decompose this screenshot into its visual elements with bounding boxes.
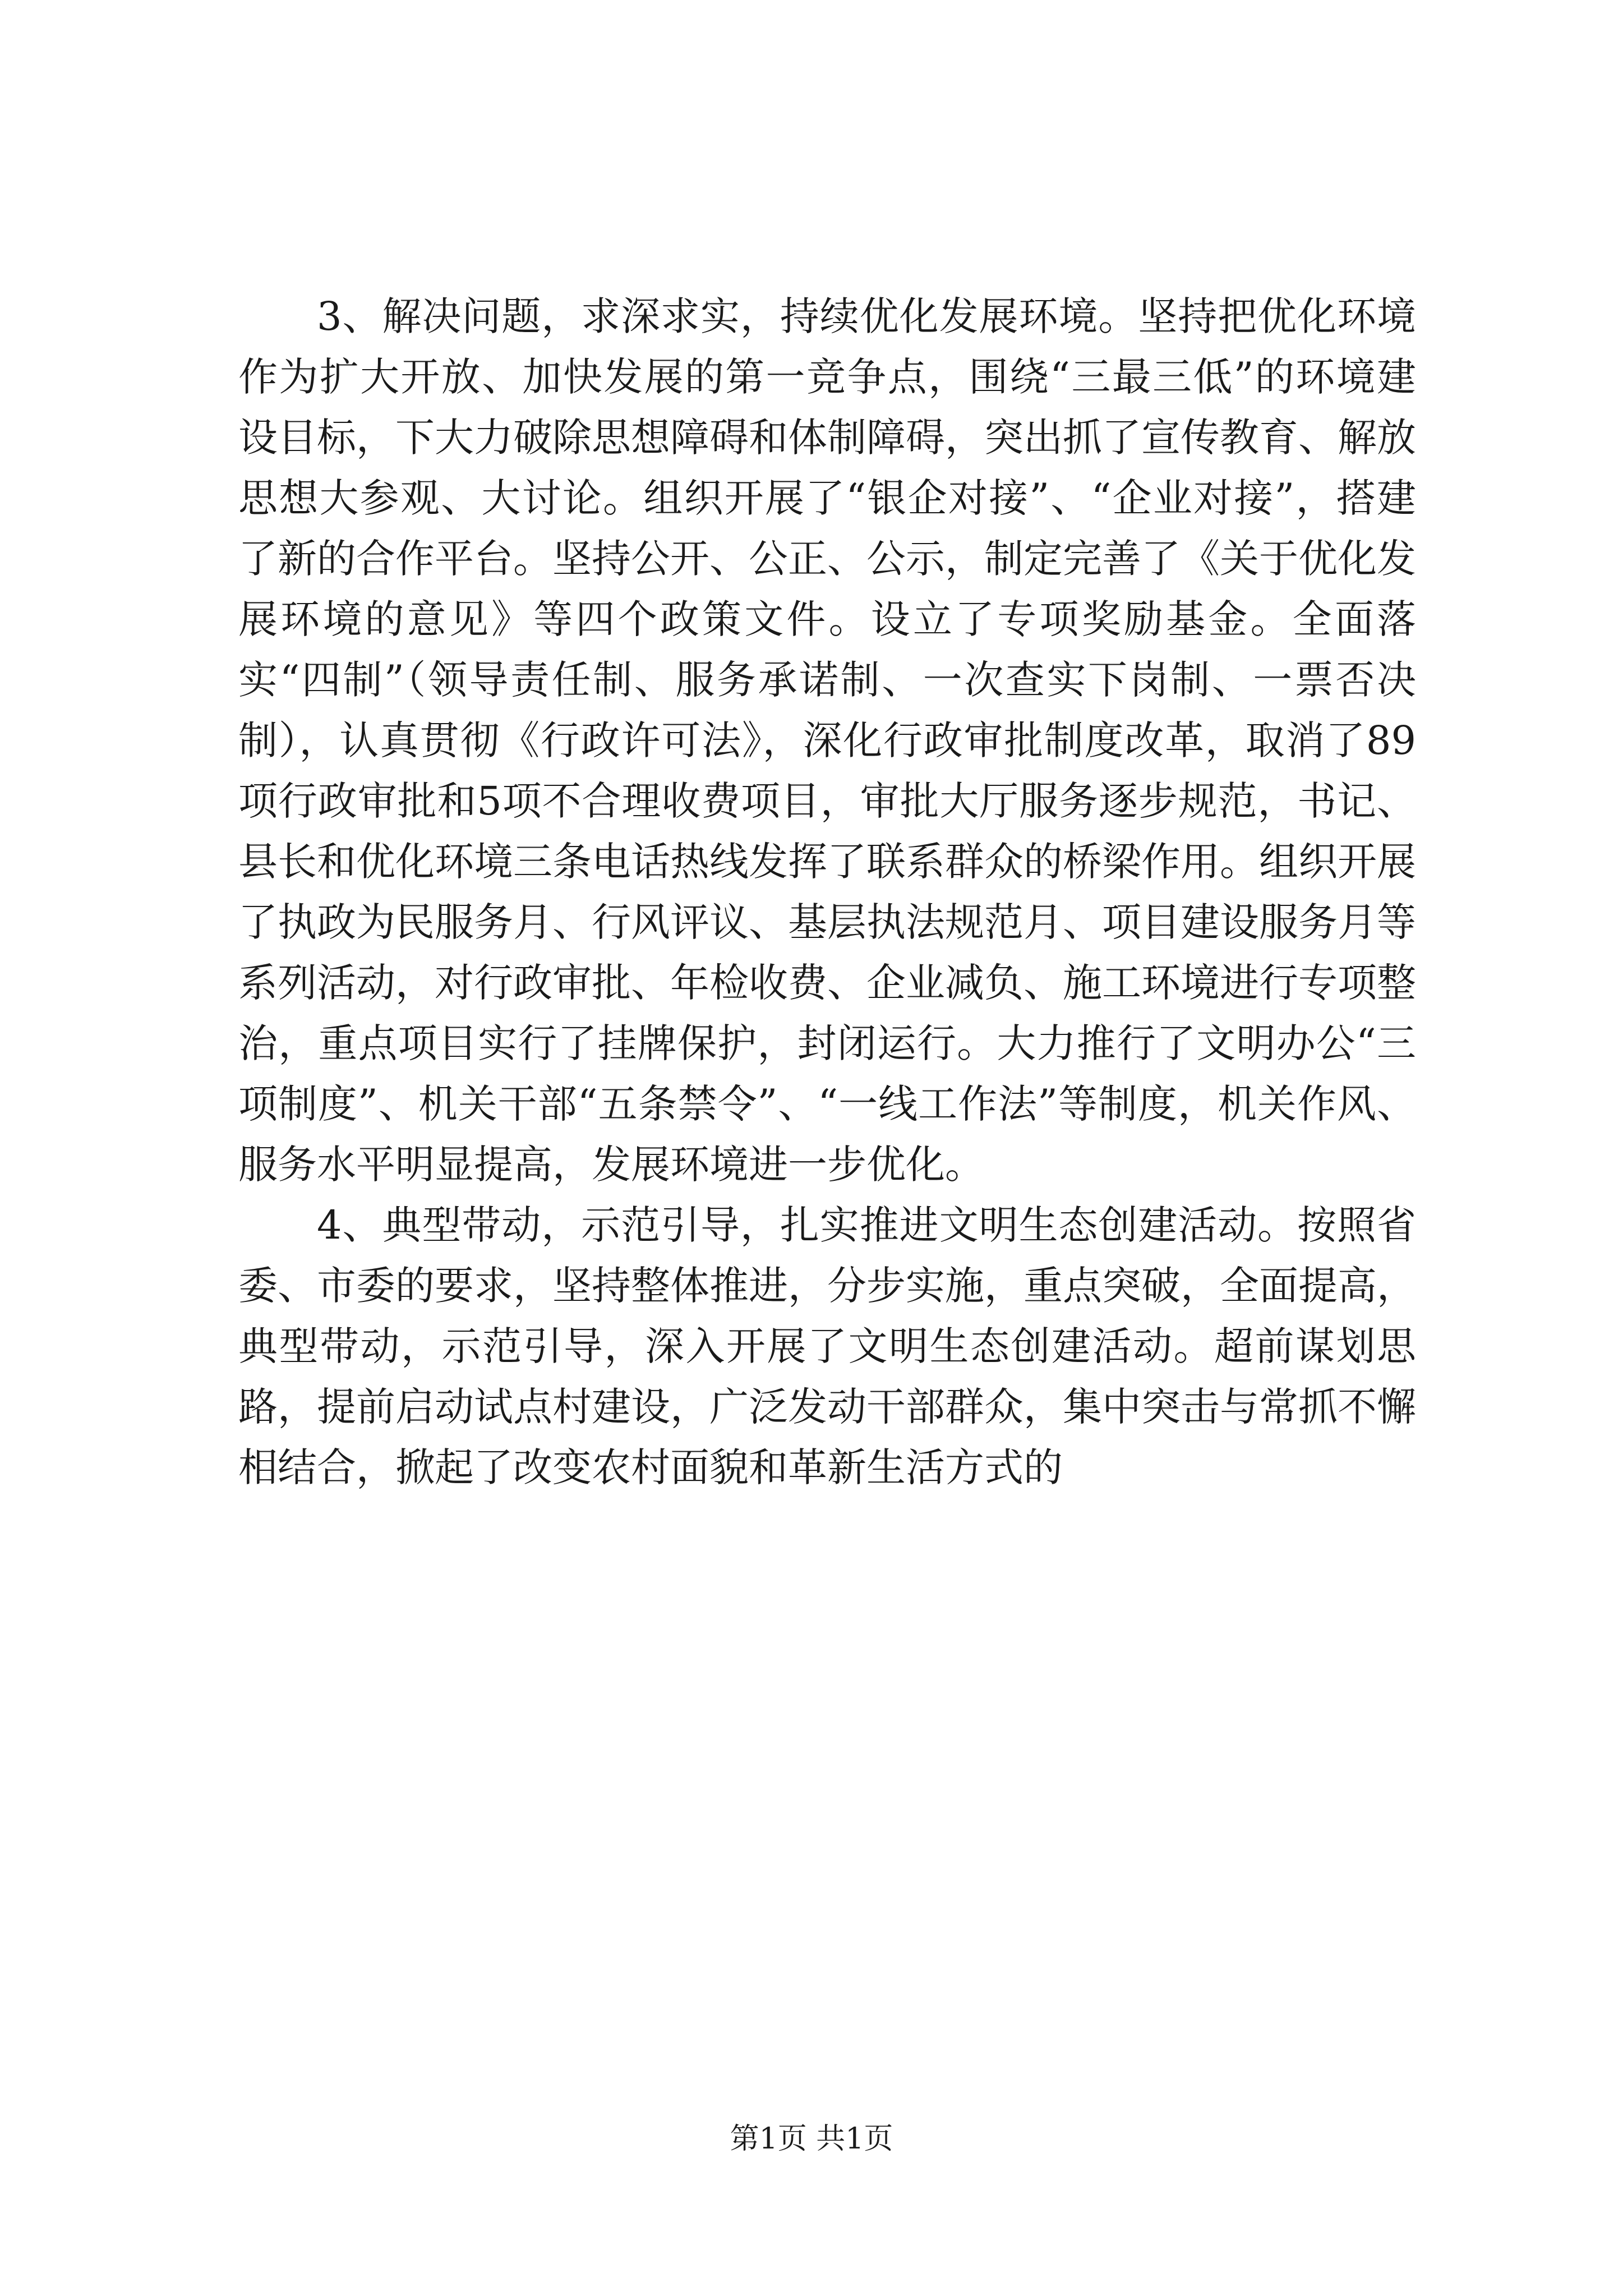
paragraph-3: 3、解决问题，求深求实，持续优化发展环境。坚持把优化环境作为扩大开放、加快发展的第一竞争点，围绕“三最三低”的环境建设目标，下大力破除思想障碍和体制障碍，突出抓了宣传教育、解放思想大参观、大讨论。组织开展了“银企对接”、“企业对接”，搭建了新的合作平台。坚持公开、公正、公示，制定完善了《关于优化发展环境的意见》等四个政策文件。设立了专项奖励基金。全面落实“四制”（领导责任制、服务承诺制、一次查实下岗制、一票否决制），认真贯彻《行政许可法》，深化行政审批制度改革，取消了89项行政审批和5项不合理收费项目，审批大厅服务逐步规范，书记、县长和优化环境三条电话热线发挥了联系群众的桥梁作用。组织开展了执政为民服务月、行风评议、基层执法规范月、项目建设服务月等系列活动，对行政审批、年检收费、企业减负、施工环境进行专项整治，重点项目实行了挂牌保护，封闭运行。大力推行了文明办公“三项制度”、机关干部“五条禁令”、“一线工作法”等制度，机关作风、服务水平明显提高，发展环境进一步优化。 [238, 293, 1416, 1188]
paragraph-4: 4、典型带动，示范引导，扎实推进文明生态创建活动。按照省委、市委的要求，坚持整体推进，分步实施，重点突破，全面提高，典型带动，示范引导，深入开展了文明生态创建活动。超前谋划思路，提前启动试点村建设，广泛发动干部群众，集中突击与常抓不懈相结合，掀起了改变农村面貌和革新生活方式的 [238, 1202, 1416, 1490]
document-body [238, 286, 1416, 1498]
page-footer: 第1页 共1页 [730, 2122, 893, 2156]
